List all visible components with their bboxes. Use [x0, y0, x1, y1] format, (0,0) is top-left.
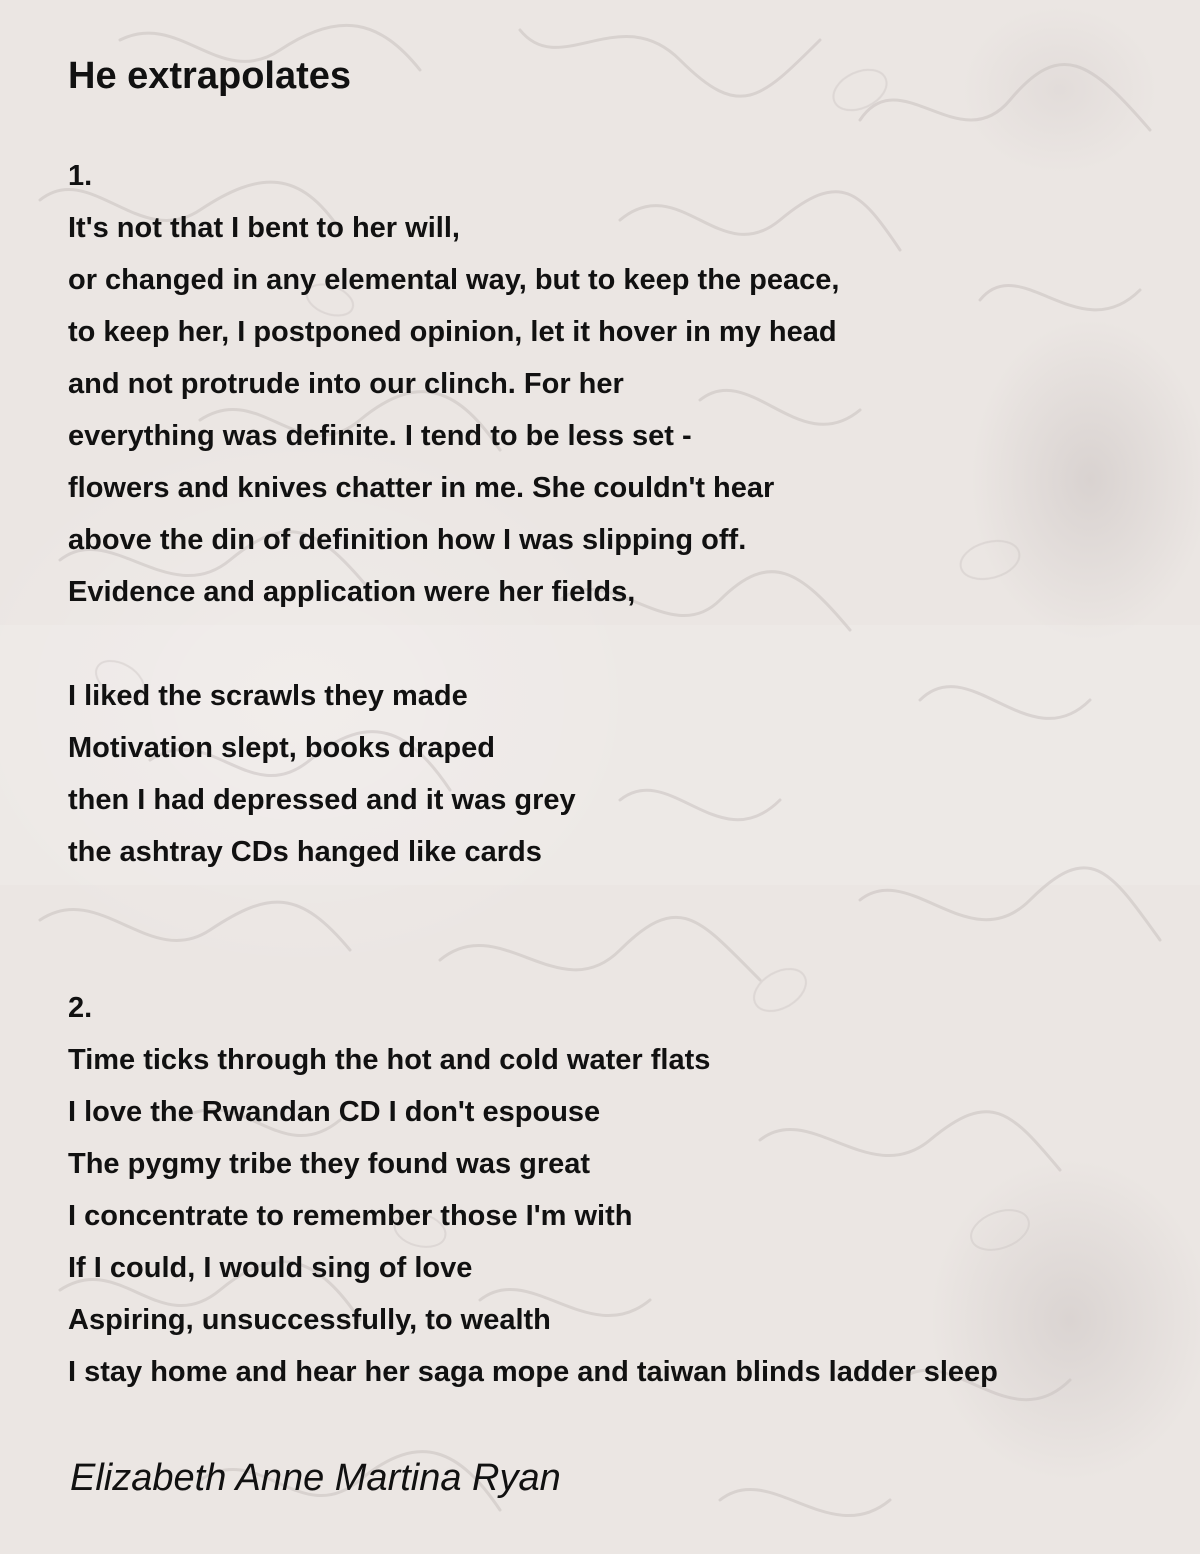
poem-line: everything was definite. I tend to be less set -: [68, 420, 692, 452]
poem-line: and not protrude into our clinch. For her: [68, 368, 624, 400]
poem-line: above the din of definition how I was slipping off.: [68, 524, 747, 556]
poem-line: Aspiring, unsuccessfully, to wealth: [68, 1304, 551, 1336]
poem-line: I love the Rwandan CD I don't espouse: [68, 1096, 601, 1128]
poem-line: I stay home and hear her saga mope and taiwan blinds ladder sleep: [68, 1356, 998, 1388]
poem-line: It's not that I bent to her will,: [68, 212, 460, 244]
poem-line: I concentrate to remember those I'm with: [68, 1200, 633, 1232]
poem-line: flowers and knives chatter in me. She couldn't hear: [68, 472, 775, 504]
poem-line: the ashtray CDs hanged like cards: [68, 836, 542, 868]
poem-line: The pygmy tribe they found was great: [68, 1148, 591, 1180]
poem-title: He extrapolates: [68, 55, 352, 97]
poem-line: or changed in any elemental way, but to keep the peace,: [68, 264, 840, 296]
poem-line: then I had depressed and it was grey: [68, 784, 576, 816]
poem-line: If I could, I would sing of love: [68, 1252, 473, 1284]
poem-line: I liked the scrawls they made: [68, 680, 468, 712]
author-name: Elizabeth Anne Martina Ryan: [70, 1457, 561, 1499]
poem-line: Motivation slept, books draped: [68, 732, 495, 764]
poem-line: Time ticks through the hot and cold water flats: [68, 1044, 711, 1076]
section-number-2: 2.: [68, 992, 93, 1024]
poem-line: to keep her, I postponed opinion, let it hover in my head: [68, 316, 837, 348]
poem-line: Evidence and application were her fields,: [68, 576, 636, 608]
section-number-1: 1.: [68, 160, 93, 192]
